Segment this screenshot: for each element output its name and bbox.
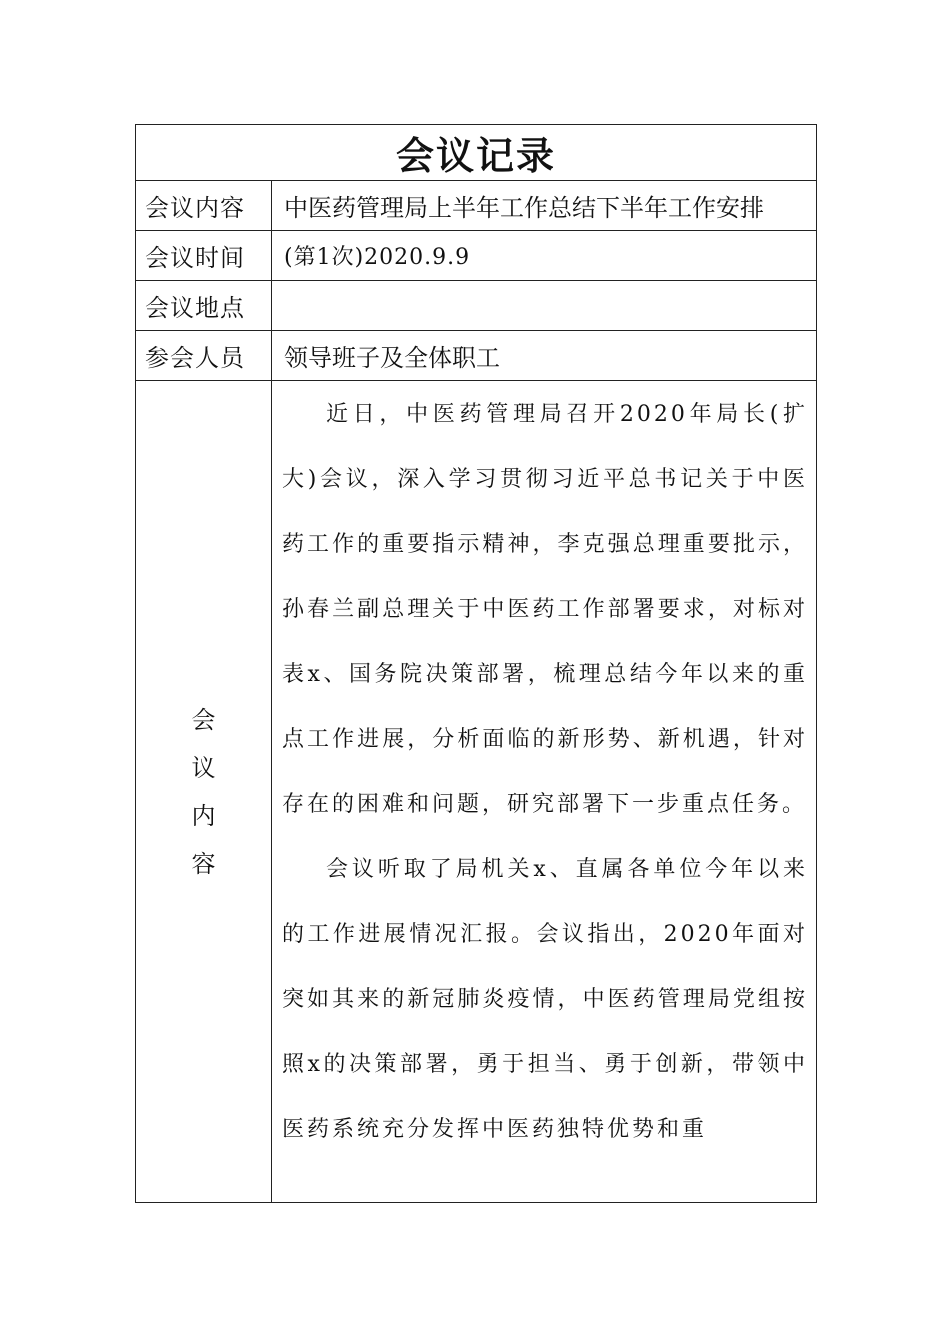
meeting-content-body	[282, 381, 808, 1202]
content-label-char: 议	[191, 753, 216, 782]
content-paragraph: 会议听取了局机关x、直属各单位今年以来的工作进展情况汇报。会议指出，2020年面对突如其来的新冠肺炎疫情，中医药管理局党组按照x的决策部署，勇于担当、勇于创新，带领中医药系统充分发挥中医药独特优势和重	[282, 857, 809, 1142]
content-label-char: 内	[191, 801, 216, 830]
content-label-char: 会	[191, 705, 216, 734]
attendees-value: 领导班子及全体职工	[272, 331, 817, 381]
meeting-time-label: 会议时间	[136, 231, 272, 281]
meeting-topic-row	[136, 181, 817, 231]
content-paragraph: 近日，中医药管理局召开2020年局长(扩大)会议，深入学习贯彻习近平总书记关于中医药工作的重要指示精神，李克强总理重要批示，孙春兰副总理关于中医药工作部署要求，对标对表x、国务院决策部署，梳理总结今年以来的重点工作进展，分析面临的新形势、新机遇，针对存在的困难和问题，研究部署下一步重点任务。	[282, 402, 809, 817]
meeting-location-label: 会议地点	[136, 281, 272, 331]
meeting-location-value	[272, 281, 817, 331]
attendees-label: 参会人员	[136, 331, 272, 381]
meeting-time-row	[136, 231, 817, 281]
meeting-location-row	[136, 281, 817, 331]
meeting-topic-label: 会议内容	[136, 181, 272, 231]
attendees-row	[136, 331, 817, 381]
vertical-content-label	[192, 696, 216, 888]
content-label-char: 容	[191, 849, 216, 878]
document-title: 会议记录	[136, 125, 817, 181]
meeting-content-row	[136, 381, 817, 1203]
meeting-time-value: (第1次)2020.9.9	[272, 231, 817, 281]
meeting-content-label	[136, 381, 272, 1203]
title-row	[136, 125, 817, 181]
meeting-record-table	[135, 124, 817, 1203]
meeting-content-cell	[272, 381, 817, 1203]
meeting-topic-value: 中医药管理局上半年工作总结下半年工作安排	[272, 181, 817, 231]
